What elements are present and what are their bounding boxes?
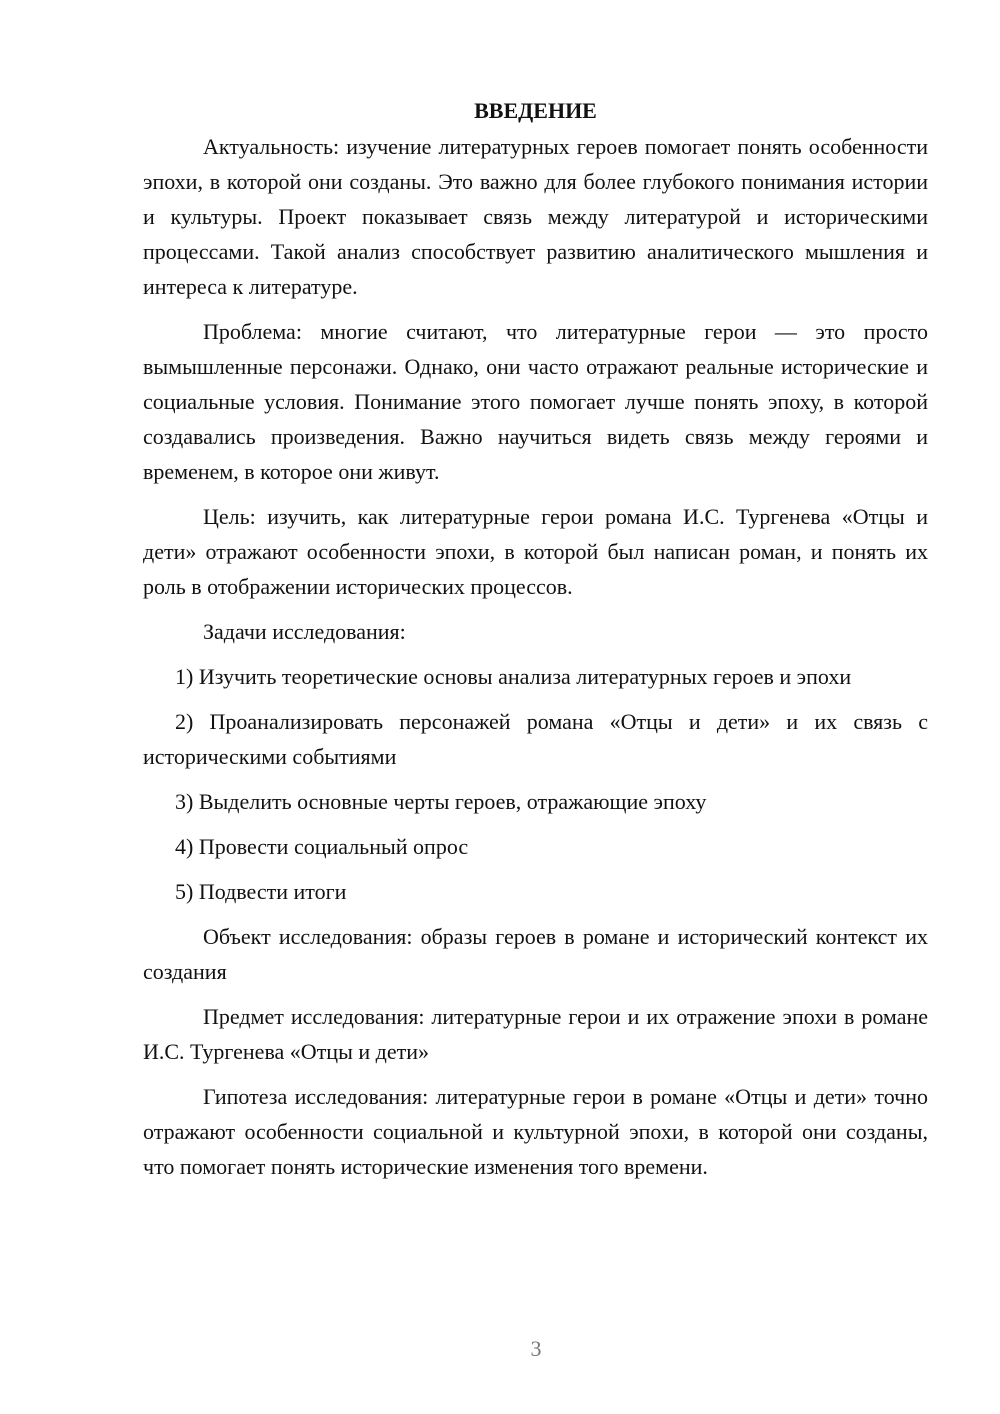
page-number: 3 [530,1336,542,1361]
object-paragraph: Объект исследования: образы героев в романе и исторический контекст их создания [143,924,928,984]
task-item: 5) Подвести итоги [175,879,347,904]
task-item: 3) Выделить основные черты героев, отражающие эпоху [175,789,707,814]
task-item: 1) Изучить теоретические основы анализа литературных героев и эпохи [175,664,852,689]
section-title: ВВЕДЕНИЕ [474,98,597,123]
tasks-heading: Задачи исследования: [203,619,406,644]
hypothesis-paragraph: Гипотеза исследования: литературные герои в романе «Отцы и дети» точно отражают особенности социальной и культурной эпохи, в которой они созданы, что помогает понять исторические изменения того времени. [143,1084,928,1179]
relevance-paragraph: Актуальность: изучение литературных героев помогает понять особенности эпохи, в которой они созданы. Это важно для более глубокого понимания истории и культуры. Проект показывает связь между литературой и историческими процессами. Такой анализ способствует развитию аналитического мышления и интереса к литературе. [143,134,928,299]
tasks-list [143,659,928,909]
problem-paragraph: Проблема: многие считают, что литературные герои — это просто вымышленные персонажи. Однако, они часто отражают реальные исторические и социальные условия. Понимание этого помогает лучше понять эпоху, в которой создавались произведения. Важно научиться видеть связь между героями и временем, в которое они живут. [143,319,928,484]
subject-paragraph: Предмет исследования: литературные герои и их отражение эпохи в романе И.С. Тургенева «Отцы и дети» [143,1004,928,1064]
task-item: 4) Провести социальный опрос [175,834,469,859]
task-item: 2) Проанализировать персонажей романа «Отцы и дети» и их связь с историческими событиями [143,709,928,769]
document-body [143,93,928,1194]
goal-paragraph: Цель: изучить, как литературные герои романа И.С. Тургенева «Отцы и дети» отражают особенности эпохи, в которой был написан роман, и понять их роль в отображении исторических процессов. [143,504,928,599]
